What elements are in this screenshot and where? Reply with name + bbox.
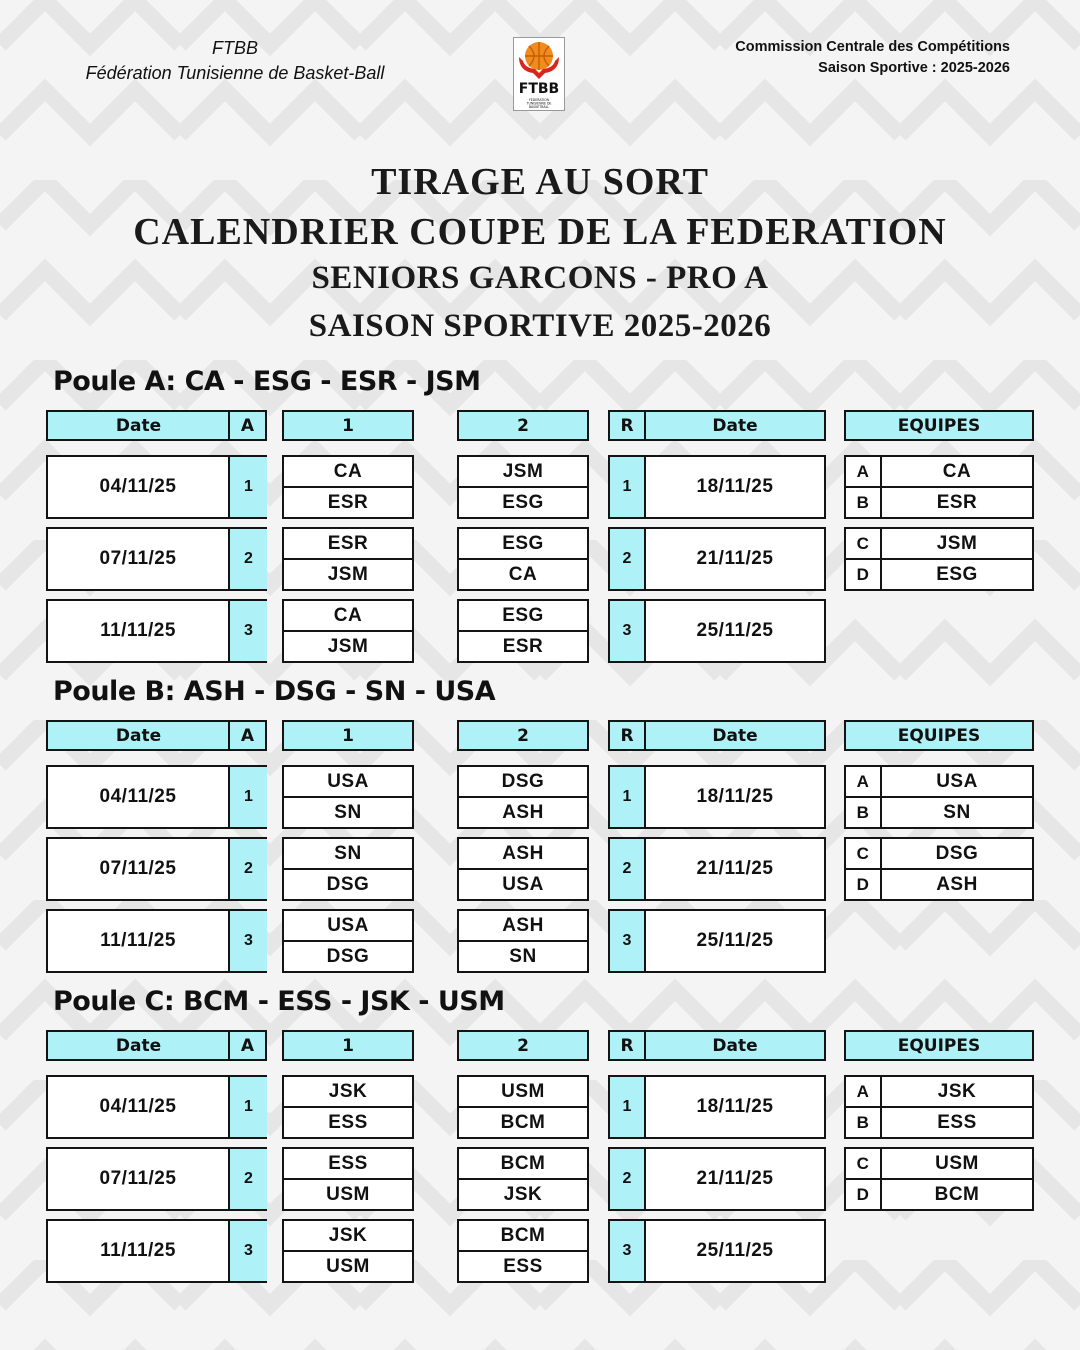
round-date-box xyxy=(46,909,267,973)
header-date-return: Date xyxy=(712,725,758,746)
header-team1: 1 xyxy=(282,1030,414,1061)
round-number-a: 1 xyxy=(228,457,267,517)
round-number-r: 1 xyxy=(610,457,646,517)
header-equipes: EQUIPES xyxy=(844,1030,1034,1061)
team2-box xyxy=(457,1075,589,1139)
return-box xyxy=(608,837,826,901)
return-box xyxy=(608,599,826,663)
svg-text:FEDERATION: FEDERATION xyxy=(528,98,550,102)
org-full: Fédération Tunisienne de Basket-Ball xyxy=(85,63,385,83)
round-date: 04/11/25 xyxy=(99,476,177,497)
team1-box xyxy=(282,527,414,591)
equipe-letter: D xyxy=(856,564,870,584)
equipe-letter: C xyxy=(856,1154,870,1173)
header-team1: 1 xyxy=(282,410,414,441)
svg-text:BASKETBALL: BASKETBALL xyxy=(528,105,550,109)
header-team2: 2 xyxy=(457,410,589,441)
team1-away: ESR xyxy=(327,491,369,513)
team1-home: USA xyxy=(327,771,369,792)
team2-home: DSG xyxy=(501,771,545,792)
equipe-letter: A xyxy=(856,772,870,791)
round-date: 11/11/25 xyxy=(100,930,176,951)
poule-title: Poule A: CA - ESG - ESR - JSM xyxy=(53,366,481,397)
team1-away: SN xyxy=(334,801,362,823)
header-date-a xyxy=(46,1030,267,1061)
round-number-r: 3 xyxy=(610,911,646,971)
team1-home: ESS xyxy=(328,1153,368,1174)
equipes-box xyxy=(844,1147,1034,1211)
equipe-letter: A xyxy=(856,462,870,481)
round-date: 07/11/25 xyxy=(99,548,177,569)
return-box xyxy=(608,1147,826,1211)
team1-box xyxy=(282,837,414,901)
team1-box xyxy=(282,1219,414,1283)
round-number-a: 3 xyxy=(228,911,267,971)
team1-home: CA xyxy=(333,461,363,482)
team2-home: ESG xyxy=(502,605,544,626)
equipes-box xyxy=(844,455,1034,519)
round-number-a: 1 xyxy=(228,1077,267,1137)
equipe-team: ESS xyxy=(937,1111,977,1133)
header-r: R xyxy=(620,725,634,746)
header-date-return: Date xyxy=(712,415,758,436)
team1-home: JSK xyxy=(328,1225,368,1246)
team1-away: JSM xyxy=(327,635,369,657)
team2-box xyxy=(457,527,589,591)
header-r-date xyxy=(608,1030,826,1061)
equipes-box xyxy=(844,765,1034,829)
team2-home: BCM xyxy=(500,1153,546,1174)
poule-title: Poule C: BCM - ESS - JSK - USM xyxy=(53,986,505,1017)
team2-away: CA xyxy=(508,563,538,585)
team2-home: ASH xyxy=(502,915,544,936)
header-r-date xyxy=(608,410,826,441)
team1-away: JSM xyxy=(327,563,369,585)
header-date-a xyxy=(46,410,267,441)
team2-home: BCM xyxy=(500,1225,546,1246)
header-a: A xyxy=(240,725,255,746)
svg-text:TUNISIENNE DE: TUNISIENNE DE xyxy=(526,101,552,106)
team1-box xyxy=(282,1075,414,1139)
round-number-a: 3 xyxy=(228,601,267,661)
header-a: A xyxy=(240,415,255,436)
title-line-4: SAISON SPORTIVE 2025-2026 xyxy=(308,308,772,344)
federation-header xyxy=(40,36,430,86)
header-equipes: EQUIPES xyxy=(844,410,1034,441)
return-date: 25/11/25 xyxy=(696,1240,774,1261)
equipes-box xyxy=(844,837,1034,901)
team1-away: DSG xyxy=(326,945,370,967)
return-box xyxy=(608,455,826,519)
header-date: Date xyxy=(115,1035,162,1056)
round-number-r: 3 xyxy=(610,601,646,661)
return-box xyxy=(608,1219,826,1283)
team2-box xyxy=(457,455,589,519)
return-date: 18/11/25 xyxy=(696,786,774,807)
header-date: Date xyxy=(115,415,162,436)
equipe-letter: D xyxy=(856,1184,870,1204)
team2-box xyxy=(457,1147,589,1211)
team2-home: JSM xyxy=(502,461,544,482)
equipe-team: JSM xyxy=(936,533,978,554)
equipe-team: JSK xyxy=(937,1081,977,1102)
round-date: 07/11/25 xyxy=(99,1168,177,1189)
round-number-a: 2 xyxy=(228,839,267,899)
ftbb-logo xyxy=(513,37,565,111)
return-date: 18/11/25 xyxy=(696,476,774,497)
team1-box xyxy=(282,455,414,519)
round-number-r: 1 xyxy=(610,1077,646,1137)
team1-home: CA xyxy=(333,605,363,626)
header-date-return: Date xyxy=(712,1035,758,1056)
equipe-team: DSG xyxy=(935,843,979,864)
round-date-box xyxy=(46,455,267,519)
org-short: FTBB xyxy=(211,38,258,58)
team2-box xyxy=(457,1219,589,1283)
round-number-r: 3 xyxy=(610,1221,646,1281)
equipe-team: ESG xyxy=(936,563,978,585)
equipe-team: USA xyxy=(936,771,978,792)
team2-away: BCM xyxy=(500,1111,546,1133)
round-date-box xyxy=(46,765,267,829)
team1-box xyxy=(282,765,414,829)
team2-home: USM xyxy=(501,1081,545,1102)
return-date: 21/11/25 xyxy=(696,548,774,569)
equipe-letter: B xyxy=(856,492,870,512)
team2-away: ESG xyxy=(502,491,544,513)
round-date: 11/11/25 xyxy=(100,1240,176,1261)
team2-box xyxy=(457,765,589,829)
round-number-r: 2 xyxy=(610,529,646,589)
return-date: 18/11/25 xyxy=(696,1096,774,1117)
team2-home: ASH xyxy=(502,843,544,864)
team2-away: JSK xyxy=(503,1183,543,1205)
header-equipes: EQUIPES xyxy=(844,720,1034,751)
equipe-team: USM xyxy=(935,1153,979,1174)
round-number-a: 1 xyxy=(228,767,267,827)
return-box xyxy=(608,765,826,829)
team1-home: SN xyxy=(334,843,362,864)
round-date-box xyxy=(46,1147,267,1211)
round-date-box xyxy=(46,837,267,901)
team2-away: ASH xyxy=(502,801,544,823)
round-date: 04/11/25 xyxy=(99,786,177,807)
return-date: 25/11/25 xyxy=(696,620,774,641)
round-date-box xyxy=(46,1075,267,1139)
return-box xyxy=(608,527,826,591)
return-box xyxy=(608,909,826,973)
round-date: 07/11/25 xyxy=(99,858,177,879)
return-date: 25/11/25 xyxy=(696,930,774,951)
round-date-box xyxy=(46,527,267,591)
round-number-a: 3 xyxy=(228,1221,267,1281)
equipe-team: CA xyxy=(942,461,972,482)
equipe-team: ASH xyxy=(936,873,978,895)
header-date-a xyxy=(46,720,267,751)
equipe-letter: A xyxy=(856,1082,870,1101)
equipes-box xyxy=(844,527,1034,591)
round-number-a: 2 xyxy=(228,529,267,589)
return-date: 21/11/25 xyxy=(696,858,774,879)
round-date: 11/11/25 xyxy=(100,620,176,641)
team1-away: USM xyxy=(326,1183,370,1205)
team1-away: ESS xyxy=(328,1111,368,1133)
equipe-letter: B xyxy=(856,1112,870,1132)
header-r-date xyxy=(608,720,826,751)
team2-away: ESR xyxy=(502,635,544,657)
equipe-team: ESR xyxy=(936,491,978,513)
poule-title: Poule B: ASH - DSG - SN - USA xyxy=(53,676,496,707)
title-line-2: CALENDRIER COUPE DE LA FEDERATION xyxy=(133,211,947,253)
team1-box xyxy=(282,599,414,663)
equipe-letter: D xyxy=(856,874,870,894)
equipe-letter: B xyxy=(856,802,870,822)
equipe-letter: C xyxy=(856,844,870,863)
commission-name: Commission Centrale des Compétitions xyxy=(735,39,1010,55)
title-line-3: SENIORS GARCONS - PRO A xyxy=(311,260,769,296)
header-r: R xyxy=(620,415,634,436)
header-team2: 2 xyxy=(457,1030,589,1061)
header-date: Date xyxy=(115,725,162,746)
equipe-team: BCM xyxy=(934,1183,980,1205)
equipes-box xyxy=(844,1075,1034,1139)
round-date-box xyxy=(46,599,267,663)
team2-away: SN xyxy=(509,945,537,967)
round-date-box xyxy=(46,1219,267,1283)
header-team1: 1 xyxy=(282,720,414,751)
round-number-r: 2 xyxy=(610,1149,646,1209)
header-r: R xyxy=(620,1035,634,1056)
team2-away: ESS xyxy=(503,1255,543,1277)
team1-home: ESR xyxy=(327,533,369,554)
return-date: 21/11/25 xyxy=(696,1168,774,1189)
title-line-1: TIRAGE AU SORT xyxy=(371,161,709,203)
equipe-team: SN xyxy=(943,801,971,823)
team1-away: USM xyxy=(326,1255,370,1277)
team1-away: DSG xyxy=(326,873,370,895)
team1-box xyxy=(282,1147,414,1211)
team1-home: USA xyxy=(327,915,369,936)
header-a: A xyxy=(240,1035,255,1056)
team2-box xyxy=(457,909,589,973)
team2-home: ESG xyxy=(502,533,544,554)
header-team2: 2 xyxy=(457,720,589,751)
round-number-r: 2 xyxy=(610,839,646,899)
round-date: 04/11/25 xyxy=(99,1096,177,1117)
team2-away: USA xyxy=(502,873,544,895)
team2-box xyxy=(457,599,589,663)
equipe-letter: C xyxy=(856,534,870,553)
logo-text: FTBB xyxy=(518,81,560,97)
commission-header xyxy=(735,37,1010,79)
team1-box xyxy=(282,909,414,973)
team1-home: JSK xyxy=(328,1081,368,1102)
return-box xyxy=(608,1075,826,1139)
round-number-r: 1 xyxy=(610,767,646,827)
team2-box xyxy=(457,837,589,901)
season-line: Saison Sportive : 2025-2026 xyxy=(818,60,1010,76)
round-number-a: 2 xyxy=(228,1149,267,1209)
